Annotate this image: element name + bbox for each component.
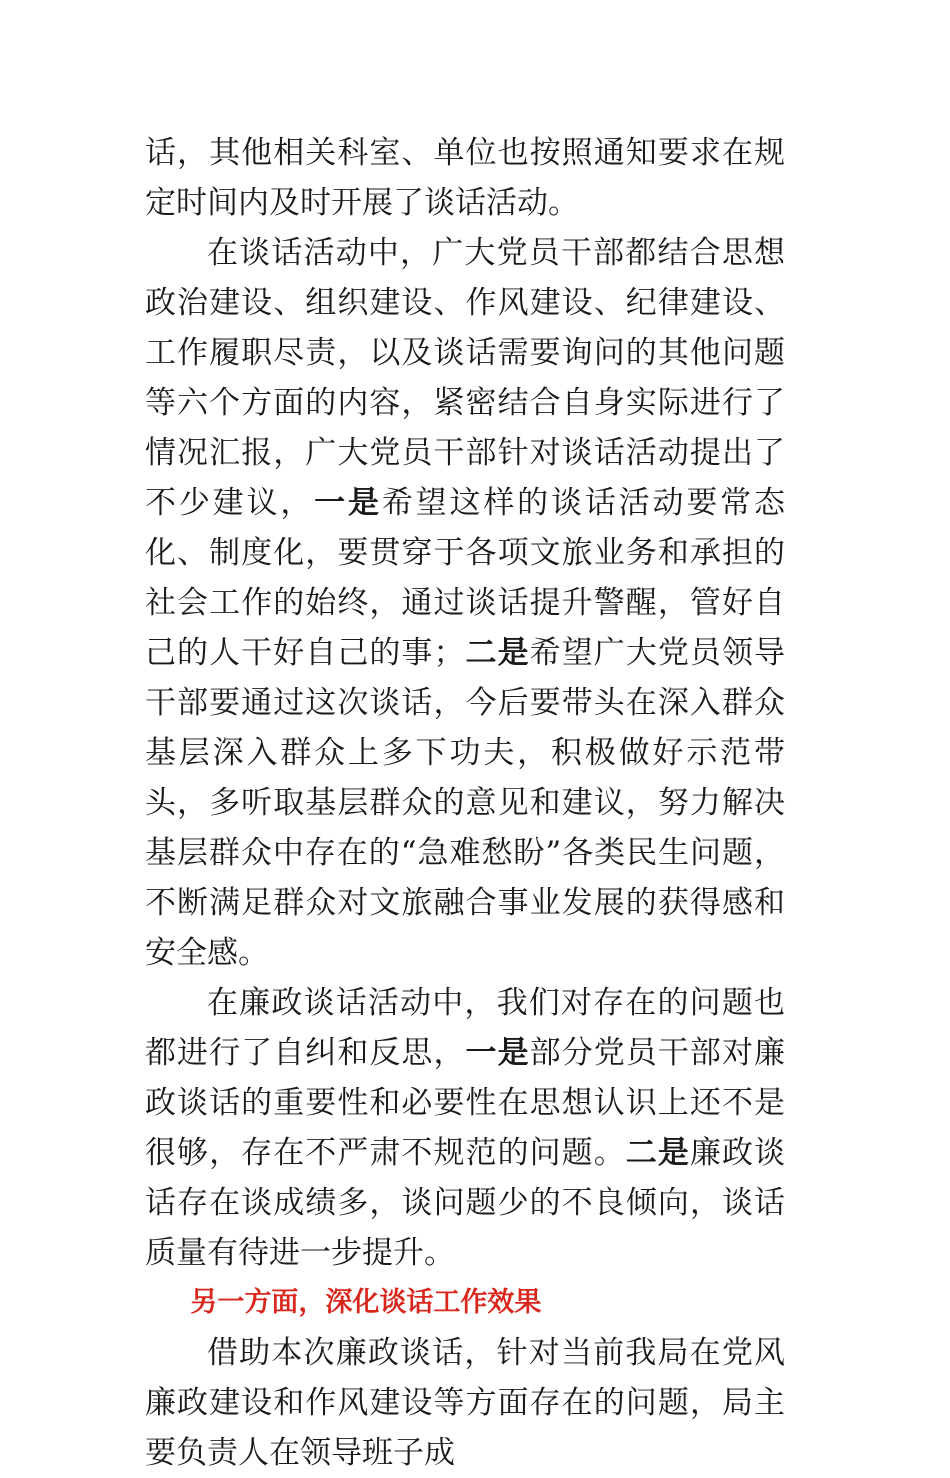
issue-two-label: 二是: [625, 1135, 690, 1171]
section-heading: 另一方面，深化谈话工作效果: [190, 1287, 542, 1318]
point-one-label: 一是: [314, 485, 382, 521]
paragraph-continuation: 话，其他相关科室、单位也按照通知要求在规定时间内及时开展了谈话活动。: [145, 135, 785, 221]
paragraph-text: 在谈话活动中，广大党员干部都结合思想政治建设、组织建设、作风建设、纪律建设、工作履职尽责，以及谈话需要询问的其他问题等六个方面的内容，紧密结合自身实际进行了情况汇报，广大党员干部针对谈话活动提出了不少建议，: [145, 235, 785, 521]
paragraph-text: 在廉政谈话活动中，我们对存在的问题也都进行了自纠和反思，: [145, 985, 785, 1071]
paragraph-deepen-effect: 借助本次廉政谈话，针对当前我局在党风廉政建设和作风建设等方面存在的问题，局主要负责人在领导班子成: [145, 1335, 785, 1471]
issue-one-text: 部分党员干部对廉政谈话的重要性和必要性在思想认识上还不是很够，存在不严肃不规范的问题。: [145, 1035, 786, 1171]
point-two-text: 希望广大党员领导干部要通过这次谈话，今后要带头在深入群众基层深入群众上多下功夫，积极做好示范带头，多听取基层群众的意见和建议，努力解决基层群众中存在的“急难愁盼”各类民生问题，不断满足群众对文旅融合事业发展的获得感和安全感。: [145, 635, 786, 971]
document-page: [145, 128, 785, 1478]
point-one-text: 希望这样的谈话活动要常态化、制度化，要贯穿于各项文旅业务和承担的社会工作的始终，通过谈话提升警醒，管好自己的人干好自己的事；: [145, 485, 786, 671]
paragraph-talk-activities: [145, 228, 785, 978]
issue-two-text: 廉政谈话存在谈成绩多，谈问题少的不良倾向，谈话质量有待进一步提升。: [145, 1135, 786, 1271]
paragraph-self-correction: [145, 978, 785, 1278]
issue-one-label: 一是: [465, 1035, 530, 1071]
point-two-label: 二是: [464, 635, 530, 671]
